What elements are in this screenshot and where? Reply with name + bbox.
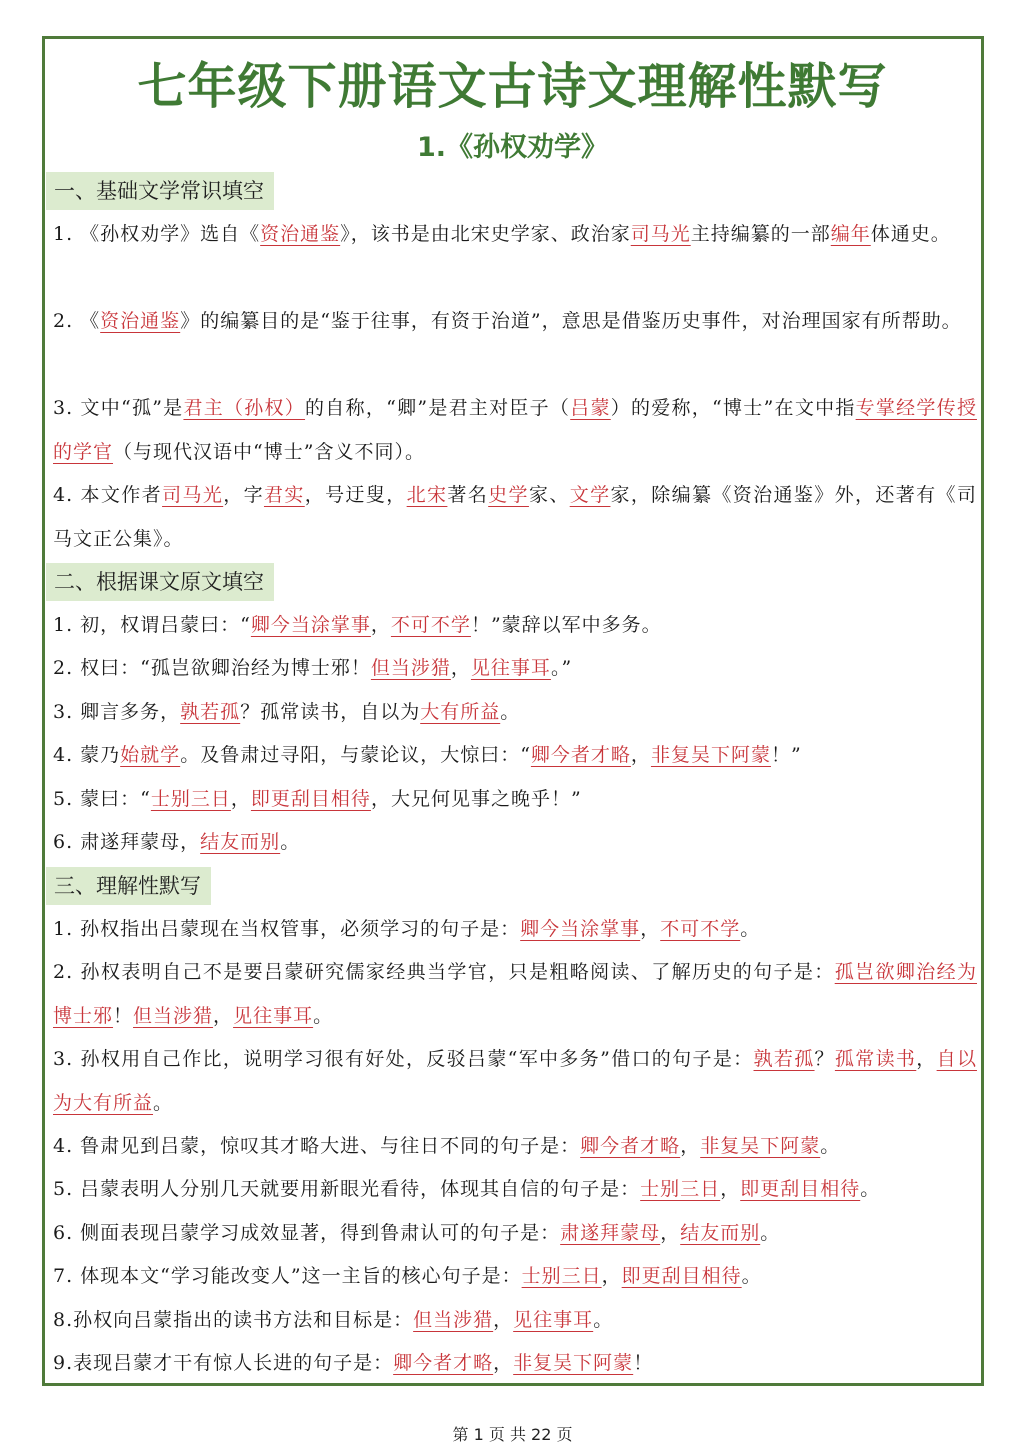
part2-question-6: 6. 肃遂拜蒙母，结友而别。 bbox=[53, 831, 301, 853]
answer: 但当涉猎 bbox=[133, 1004, 214, 1027]
part1-question-3: 3. 文中“孤”是君主（孙权）的自称，“卿”是君主对臣子（吕蒙）的爱称，“博士”在文中指专掌经学传授的学官（与现代汉语中“博士”含义不同）。 bbox=[53, 397, 977, 463]
answer: 非复吴下阿蒙 bbox=[513, 1352, 634, 1374]
answer: 士别三日 bbox=[150, 788, 231, 810]
answer: 大有所益 bbox=[420, 701, 501, 723]
answer: 不可不学 bbox=[390, 614, 471, 636]
answer: 见往事耳 bbox=[513, 1309, 594, 1331]
answer: 肃遂拜蒙母 bbox=[560, 1222, 661, 1244]
part3-question-5: 5. 吕蒙表明人分别几天就要用新眼光看待，体现其自信的句子是：士别三日，即更刮目相待。 bbox=[53, 1178, 881, 1200]
answer: 即更刮目相待 bbox=[740, 1178, 861, 1200]
answer: 孤常读书 bbox=[834, 1048, 917, 1070]
answer: 君实 bbox=[263, 484, 305, 506]
answer: 不可不学 bbox=[660, 918, 741, 940]
part2-question-1: 1. 初，权谓吕蒙曰：“卿今当涂掌事，不可不学！”蒙辞以军中多务。 bbox=[53, 614, 662, 636]
answer: 卿今者才略 bbox=[580, 1135, 681, 1157]
part3-question-2: 2. 孙权表明自己不是要吕蒙研究儒家经典当学官，只是粗略阅读、了解历史的句子是：孤岂欲卿治经为博士邪！但当涉猎，见往事耳。 bbox=[53, 961, 977, 1027]
answer: 卿今当涂掌事 bbox=[520, 918, 641, 940]
part3-question-9: 9.表现吕蒙才干有惊人长进的句子是：卿今者才略，非复吴下阿蒙！ bbox=[53, 1352, 654, 1374]
part3-question-7: 7. 体现本文“学习能改变人”这一主旨的核心句子是：士别三日，即更刮目相待。 bbox=[53, 1265, 762, 1287]
answer: 见往事耳 bbox=[233, 1004, 314, 1027]
part1-question-2: 2. 《资治通鉴》的编纂目的是“鉴于往事，有资于治道”，意思是借鉴历史事件，对治理国家有所帮助。 bbox=[53, 310, 962, 332]
answer: 见往事耳 bbox=[470, 657, 551, 679]
answer: 专掌经学传授的学官 bbox=[53, 397, 977, 463]
section-heading-3: 三、理解性默写 bbox=[46, 867, 211, 905]
answer: 结友而别 bbox=[680, 1222, 761, 1244]
answer: 非复吴下阿蒙 bbox=[700, 1135, 821, 1157]
page-footer: 第 1 页 共 22 页 bbox=[452, 1425, 573, 1444]
part3-question-6: 6. 侧面表现吕蒙学习成效显著，得到鲁肃认可的句子是：肃遂拜蒙母，结友而别。 bbox=[53, 1222, 781, 1244]
part1-question-4: 4. 本文作者司马光，字君实，号迂叟，北宋著名史学家、文学家，除编纂《资治通鉴》外，还著有《司马文正公集》。 bbox=[53, 484, 977, 550]
answer: 文学 bbox=[569, 484, 611, 506]
answer: 资治通鉴 bbox=[260, 223, 341, 245]
answer: 吕蒙 bbox=[570, 397, 611, 419]
answer: 卿今者才略 bbox=[530, 744, 631, 766]
part3-question-4: 4. 鲁肃见到吕蒙，惊叹其才略大进、与往日不同的句子是：卿今者才略，非复吴下阿蒙。 bbox=[53, 1135, 841, 1157]
part3-question-8: 8.孙权向吕蒙指出的读书方法和目标是：但当涉猎，见往事耳。 bbox=[53, 1309, 614, 1331]
part2-question-5: 5. 蒙曰：“士别三日，即更刮目相待，大兄何见事之晚乎！” bbox=[53, 788, 582, 810]
answer: 孤岂欲卿治经为博士邪 bbox=[53, 961, 977, 1027]
answer: 卿今当涂掌事 bbox=[250, 614, 371, 636]
section-heading-1: 一、基础文学常识填空 bbox=[46, 172, 274, 210]
answer: 司马光 bbox=[162, 484, 224, 506]
part2-question-3: 3. 卿言多务，孰若孤？孤常读书，自以为大有所益。 bbox=[53, 701, 521, 723]
section-heading-2: 二、根据课文原文填空 bbox=[46, 563, 274, 601]
answer: 自以为大有所益 bbox=[53, 1048, 977, 1114]
answer: 但当涉猎 bbox=[413, 1309, 494, 1331]
page-subtitle: 1.《孙权劝学》 bbox=[416, 132, 609, 163]
answer: 但当涉猎 bbox=[370, 657, 451, 679]
answer: 孰若孤 bbox=[180, 701, 241, 723]
answer: 始就学 bbox=[120, 744, 181, 766]
part1-question-1: 1. 《孙权劝学》选自《资治通鉴》，该书是由北宋史学家、政治家司马光主持编纂的一部编年体通史。 bbox=[53, 223, 951, 245]
answer: 孰若孤 bbox=[753, 1048, 815, 1070]
answer: 士别三日 bbox=[521, 1265, 602, 1287]
part2-question-2: 2. 权曰：“孤岂欲卿治经为博士邪！但当涉猎，见往事耳。” bbox=[53, 657, 573, 679]
part2-question-4: 4. 蒙乃始就学。及鲁肃过寻阳，与蒙论议，大惊曰：“卿今者才略，非复吴下阿蒙！” bbox=[53, 744, 802, 766]
answer: 士别三日 bbox=[640, 1178, 721, 1200]
answer: 结友而别 bbox=[200, 831, 281, 853]
answer: 即更刮目相待 bbox=[621, 1265, 742, 1287]
answer: 编年 bbox=[830, 223, 871, 245]
part3-question-3: 3. 孙权用自己作比，说明学习很有好处，反驳吕蒙“军中多务”借口的句子是：孰若孤？孤常读书，自以为大有所益。 bbox=[53, 1048, 977, 1114]
answer: 非复吴下阿蒙 bbox=[650, 744, 771, 766]
answer: 司马光 bbox=[630, 223, 691, 245]
answer: 资治通鉴 bbox=[100, 310, 181, 332]
answer: 君主（孙权） bbox=[183, 397, 306, 419]
part3-question-1: 1. 孙权指出吕蒙现在当权管事，必须学习的句子是：卿今当涂掌事，不可不学。 bbox=[53, 918, 761, 940]
answer: 史学 bbox=[488, 484, 529, 506]
answer: 北宋 bbox=[406, 484, 448, 506]
page-title: 七年级下册语文古诗文理解性默写 bbox=[137, 58, 888, 115]
answer: 卿今者才略 bbox=[393, 1352, 494, 1374]
answer: 即更刮目相待 bbox=[250, 788, 371, 810]
